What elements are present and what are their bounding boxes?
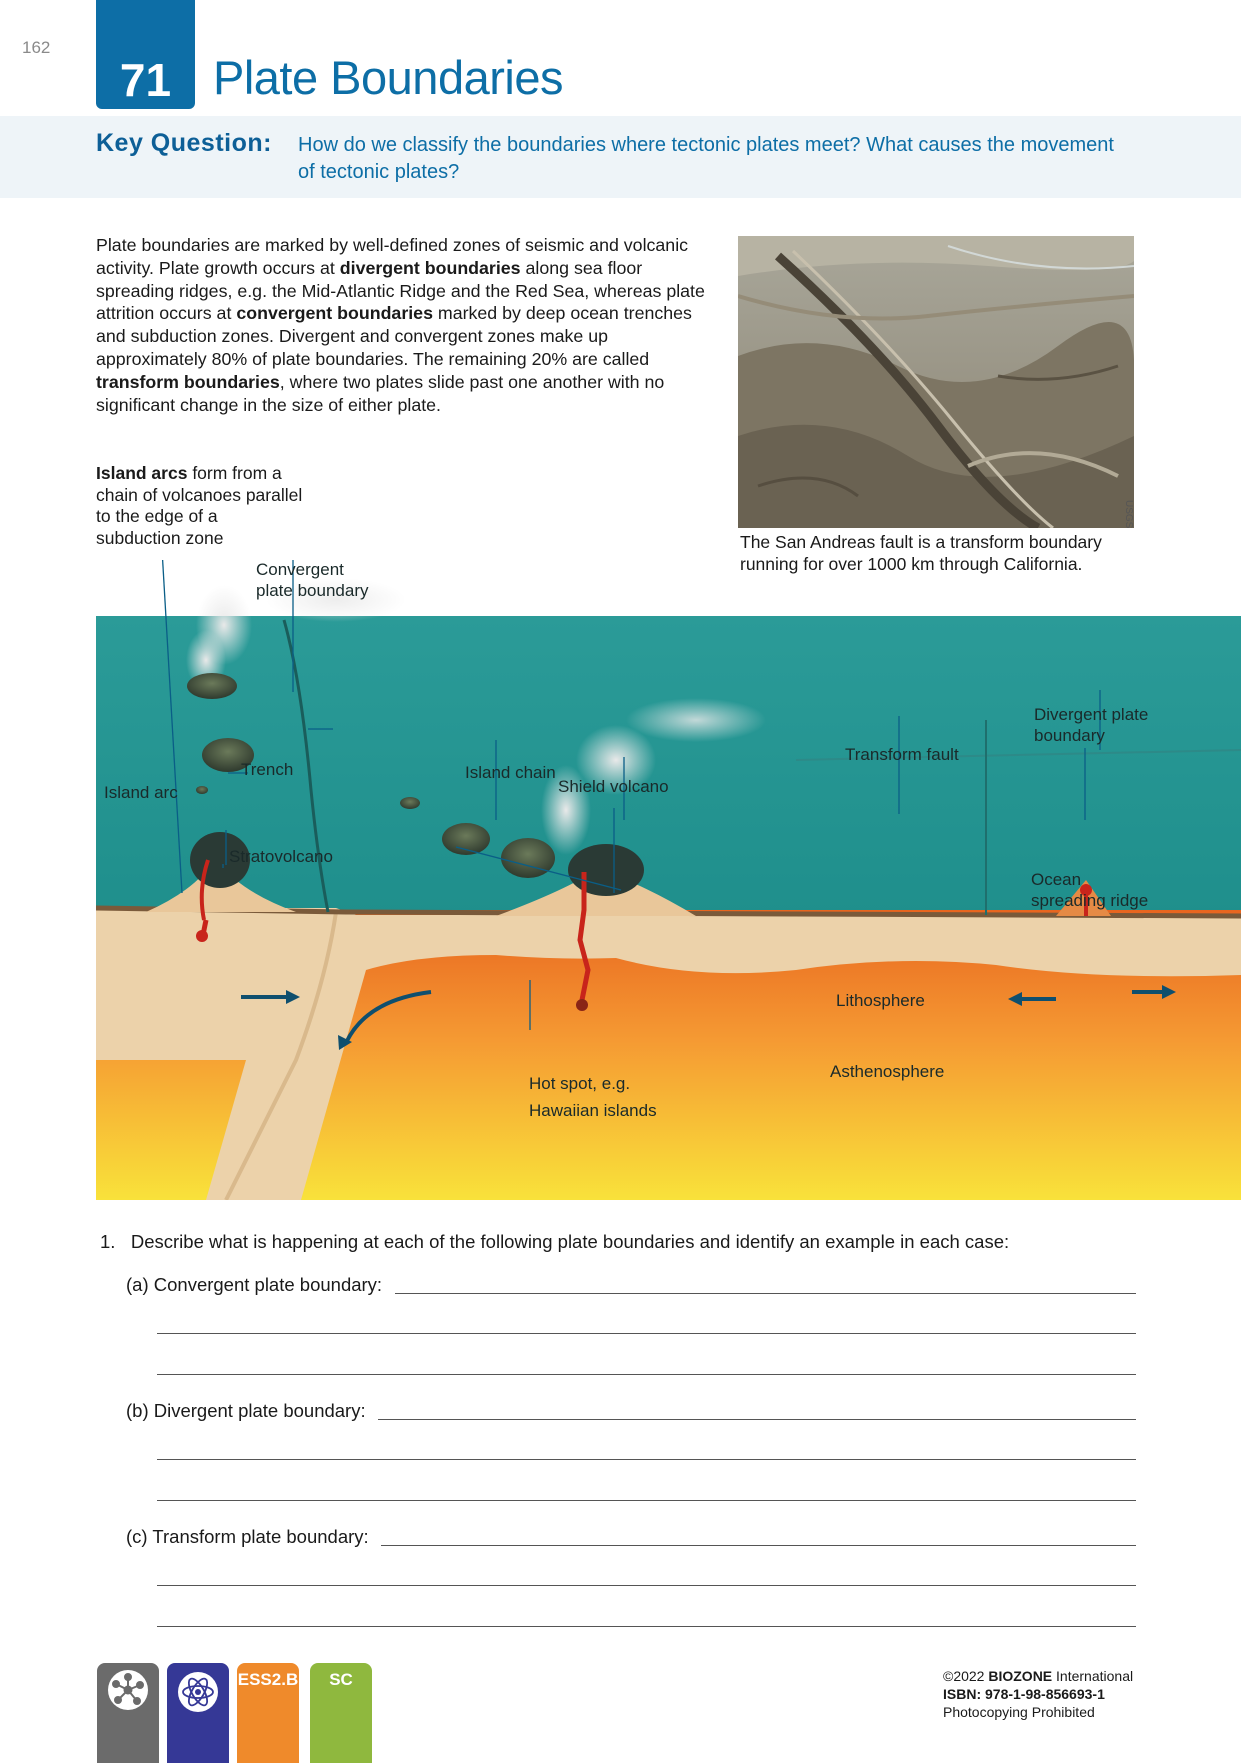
island-arcs-term: Island arcs <box>96 463 188 483</box>
standard-badge-ess2b: ESS2.B <box>237 1663 299 1763</box>
copyright-line: ©2022 BIOZONE International <box>943 1668 1134 1684</box>
answer-line-c3[interactable] <box>157 1626 1136 1627</box>
isbn: ISBN: 978-1-98-856693-1 <box>943 1686 1105 1702</box>
copy-notice: Photocopying Prohibited <box>943 1704 1095 1720</box>
answer-line-b2[interactable] <box>157 1459 1136 1460</box>
intro-paragraph <box>96 234 708 416</box>
term-divergent: divergent boundaries <box>339 257 521 278</box>
label-ocean-ridge: Ocean spreading ridge <box>1031 870 1149 910</box>
intro-text-3: marked by deep ocean trenches and subduction zones. Divergent and convergent zones make up approximately 80% of plate boundaries. The remaining 20% are called <box>96 303 692 369</box>
answer-line-c1[interactable] <box>381 1545 1136 1546</box>
answer-line-a1[interactable] <box>395 1293 1136 1294</box>
atom-icon <box>167 1663 229 1763</box>
island-arcs-text: form from a chain of volcanoes parallel to the edge of a subduction zone <box>96 463 303 548</box>
photo-credit: USGS <box>1123 500 1134 529</box>
publisher-name: BIOZONE <box>988 1668 1053 1684</box>
label-transform-fault: Transform fault <box>845 745 959 764</box>
standard-badge-sc: SC <box>310 1663 372 1763</box>
intro-text-4: , where two plates slide past one another with no significant change in the size of either plate. <box>96 371 665 415</box>
key-question-label: Key Question: <box>96 129 272 157</box>
san-andreas-photo <box>738 236 1134 528</box>
label-convergent: Convergent plate boundary <box>256 560 369 600</box>
page-number: 162 <box>22 38 51 57</box>
chapter-number-tab <box>96 0 195 109</box>
photo-caption: The San Andreas fault is a transform boundary running for over 1000 km through California. <box>740 532 1102 574</box>
label-divergent: Divergent plate boundary <box>1034 705 1149 745</box>
answer-line-b1[interactable] <box>378 1419 1136 1420</box>
term-convergent: convergent boundaries <box>236 303 433 324</box>
intro-text-1: Plate boundaries are marked by well-defined zones of seismic and volcanic activity. Plate growth occurs at <box>96 235 689 278</box>
question-c-label: (c) Transform plate boundary: <box>126 1526 369 1547</box>
intro-text-2: along sea floor spreading ridges, e.g. the Mid-Atlantic Ridge and the Red Sea, whereas plate attrition occurs at <box>96 257 705 324</box>
question-text: Describe what is happening at each of the following plate boundaries and identify an example in each case: <box>130 1231 1010 1252</box>
question-1 <box>100 1231 1009 1253</box>
copyright-block <box>943 1667 1133 1721</box>
page-title: Plate Boundaries <box>213 51 563 104</box>
term-transform: transform boundaries <box>96 371 280 392</box>
question-a-label: (a) Convergent plate boundary: <box>126 1274 383 1295</box>
label-island-arc: Island arc <box>104 783 178 802</box>
question-number: 1. <box>100 1231 116 1252</box>
label-shield-volcano: Shield volcano <box>558 777 669 796</box>
island-arcs-note <box>96 463 306 549</box>
chapter-number: 71 <box>119 54 172 106</box>
key-question-text: How do we classify the boundaries where tectonic plates meet? What causes the movement of tectonic plates? <box>298 134 1114 183</box>
label-island-chain: Island chain <box>465 763 556 782</box>
answer-line-a2[interactable] <box>157 1333 1136 1334</box>
network-icon <box>97 1663 159 1763</box>
label-asthenosphere: Asthenosphere <box>830 1062 945 1081</box>
answer-line-c2[interactable] <box>157 1585 1136 1586</box>
label-trench: Trench <box>241 760 294 779</box>
label-lithosphere: Lithosphere <box>836 991 925 1010</box>
label-stratovolcano: Stratovolcano <box>229 847 333 866</box>
label-hotspot: Hot spot, e.g. Hawaiian islands <box>529 1074 657 1120</box>
answer-line-b3[interactable] <box>157 1500 1136 1501</box>
answer-line-a3[interactable] <box>157 1374 1136 1375</box>
question-b-label: (b) Divergent plate boundary: <box>126 1400 366 1421</box>
